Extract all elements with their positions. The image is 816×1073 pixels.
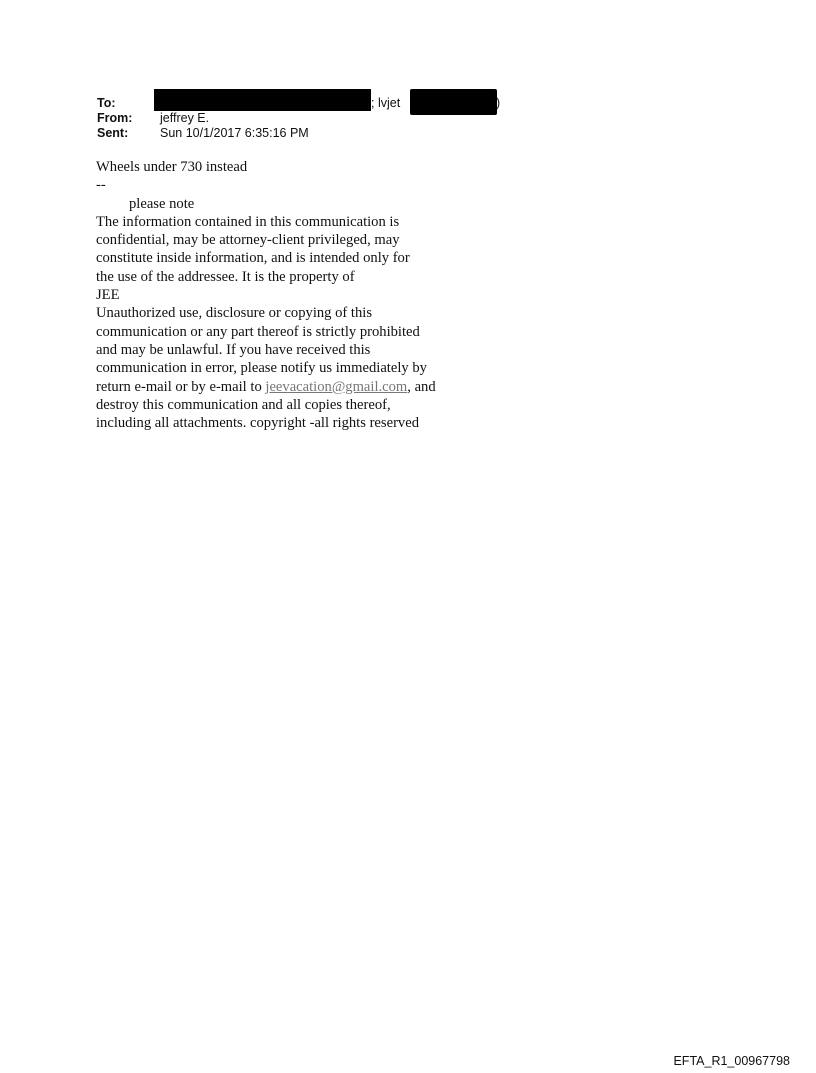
message-text: Wheels under 730 instead xyxy=(96,159,248,175)
to-recipient-tail: ) xyxy=(496,96,501,110)
signature-separator: -- xyxy=(96,177,106,194)
disclaimer-line: and may be unlawful. If you have received this xyxy=(96,341,371,358)
disclaimer-line: the use of the addressee. It is the property of xyxy=(96,268,355,285)
to-recipient-fragment: ; lvjet xyxy=(371,96,401,110)
redaction-bar xyxy=(410,89,497,115)
from-value: jeffrey E. xyxy=(160,111,210,125)
disclaimer-text: , and xyxy=(407,378,436,395)
email-body xyxy=(96,158,516,432)
sent-value: Sun 10/1/2017 6:35:16 PM xyxy=(160,126,309,140)
disclaimer-line: including all attachments. copyright -all rights reserved xyxy=(96,415,419,432)
sent-label: Sent: xyxy=(97,126,129,140)
disclaimer-line: destroy this communication and all copies thereof, xyxy=(96,396,391,413)
disclaimer-line: JEE xyxy=(96,287,120,304)
disclaimer-line: confidential, may be attorney-client privileged, may xyxy=(96,232,400,249)
disclaimer-text: return e-mail or by e-mail to xyxy=(96,378,266,395)
disclaimer-line: communication in error, please notify us immediately by xyxy=(96,360,427,377)
disclaimer-line xyxy=(96,378,516,396)
disclaimer-line: The information contained in this communication is xyxy=(96,213,400,230)
disclaimer-line: Unauthorized use, disclosure or copying of this xyxy=(96,305,373,322)
document-id: EFTA_R1_00967798 xyxy=(673,1054,790,1068)
disclaimer-heading: please note xyxy=(129,195,195,212)
disclaimer-line: constitute inside information, and is intended only for xyxy=(96,250,410,267)
email-link[interactable]: jeevacation@gmail.com xyxy=(265,378,408,395)
from-label: From: xyxy=(97,111,133,125)
disclaimer-line: communication or any part thereof is strictly prohibited xyxy=(96,323,420,340)
redaction-bar xyxy=(154,89,371,111)
to-label: To: xyxy=(97,96,116,110)
